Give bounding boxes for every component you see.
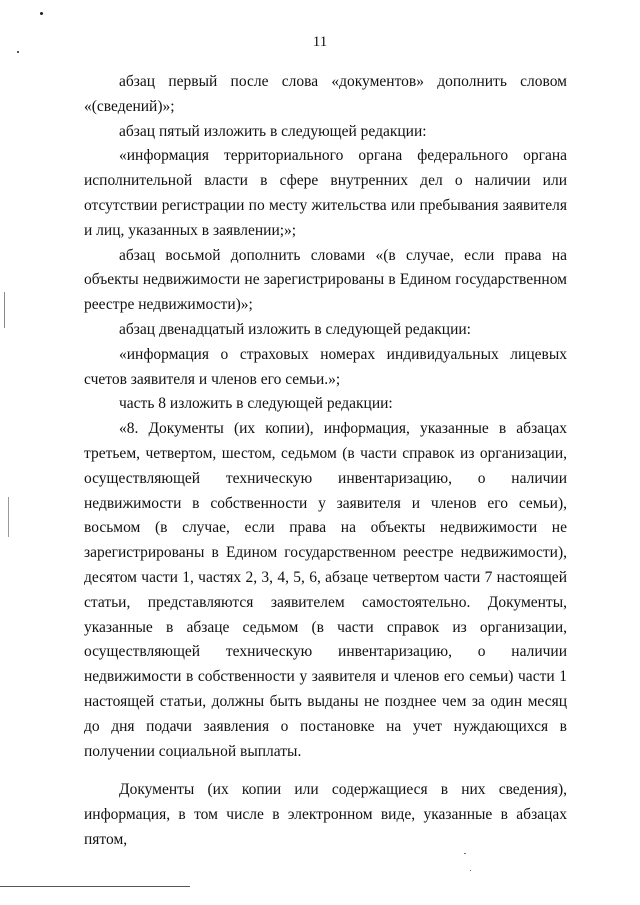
scan-speck [40, 12, 43, 15]
page-number: 11 [312, 34, 328, 50]
paragraph: «информация территориального органа федерального органа исполнительной власти в сфере внутренних дел о наличии или отсутствии регистрации по месту жительства или пребывания заявителя и лиц, указанных в заявлении;»; [84, 147, 567, 239]
paragraph: «информация о страховых номерах индивидуальных лицевых счетов заявителя и членов его семьи.»; [84, 345, 567, 388]
paragraph: часть 8 изложить в следующей редакции: [119, 395, 393, 413]
scan-edge-mark [4, 292, 5, 328]
scan-speck [470, 870, 471, 871]
paragraph: абзац восьмой дополнить словами «(в случае, если права на объекты недвижимости не зарегистрированы в Едином государственном реестре недвижимости)»; [84, 246, 567, 314]
paragraph: абзац первый после слова «документов» дополнить словом «(сведений)»; [84, 73, 567, 115]
paragraph: «8. Документы (их копии), информация, указанные в абзацах третьем, четвертом, шестом, седьмом (в части справок из организации, осуществляющей техническую инвентаризацию, о наличии недвижимости в собственности у заявителя и членов его семьи), восьмом (в случае, если права на объекты недвижимости не зарегистрированы в Едином государственном реестре недвижимости), десятом части 1, частях 2, 3, 4, 5, 6, абзаце четвертом части 7 настоящей статьи, представляются заявителем самостоятельно. Документы, указанные в абзаце седьмом (в части справок из организации, осуществляющей техническую инвентаризацию, о наличии недвижимости в собственности у заявителя и членов его семьи) части 1 настоящей статьи, должны быть выданы не позднее чем за один месяц до дня подачи заявления о постановке на учет нуждающихся в получении социальной выплаты. [84, 420, 567, 760]
paragraph: абзац пятый изложить в следующей редакции: [119, 122, 427, 140]
document-text [84, 70, 567, 853]
footer-rule [0, 886, 190, 887]
paragraph: Документы (их копии или содержащиеся в них сведения), информация, в том числе в электронном виде, указанные в абзацах пятом, [84, 781, 567, 848]
scan-speck [464, 853, 466, 854]
paragraph: абзац двенадцатый изложить в следующей редакции: [119, 320, 471, 338]
scan-speck [17, 51, 19, 53]
scan-edge-mark [8, 497, 9, 537]
